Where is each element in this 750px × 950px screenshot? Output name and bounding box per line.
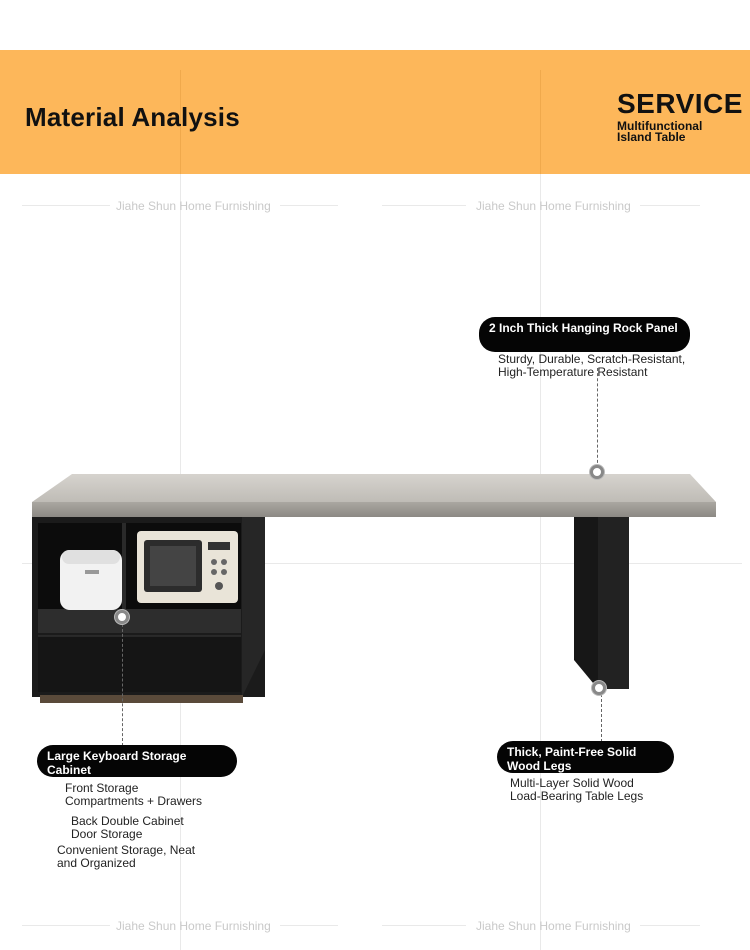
panel-note-line: Sturdy, Durable, Scratch-Resistant, [498, 352, 686, 366]
countertop [32, 474, 716, 502]
cabinet-note-line: Compartments + Drawers [65, 794, 203, 808]
countertop-edge [32, 502, 716, 517]
panel-label: 2 Inch Thick Hanging Rock Panel [479, 317, 690, 352]
panel-note [498, 353, 685, 379]
brand-subtitle-line: Multifunctional [617, 119, 703, 133]
leg-front-face [598, 517, 629, 689]
cabinet-note-line: Back Double Cabinet [71, 814, 184, 828]
panel-note-line: High-Temperature Resistant [498, 365, 648, 379]
connector-line [597, 368, 598, 468]
cabinet-note-front [65, 782, 202, 808]
legs-note-line: Load-Bearing Table Legs [510, 789, 644, 803]
hotspot-panel[interactable] [590, 465, 604, 479]
drawer [38, 636, 241, 692]
legs-note [510, 777, 643, 803]
cabinet-label: Large Keyboard Storage Cabinet [37, 745, 237, 777]
watermark: Jiahe Shun Home Furnishing [476, 919, 631, 933]
watermark: Jiahe Shun Home Furnishing [476, 199, 631, 213]
cabinet-base [40, 695, 243, 703]
page-title: Material Analysis [25, 102, 240, 132]
shelf-bottom [38, 609, 241, 633]
microwave-icon [137, 531, 238, 603]
cabinet-note-line: Door Storage [71, 827, 143, 841]
legs-note-line: Multi-Layer Solid Wood [510, 776, 634, 790]
legs-label: Thick, Paint-Free Solid Wood Legs [497, 741, 674, 773]
brand-subtitle-line: Island Table [617, 130, 686, 144]
hotspot-legs[interactable] [592, 681, 606, 695]
connector-line [122, 624, 123, 746]
rice-cooker-icon [60, 550, 122, 610]
cabinet-note-back [71, 815, 184, 841]
cabinet-note-organized [57, 844, 195, 870]
brand-word: SERVICE [617, 88, 743, 119]
hotspot-cabinet[interactable] [115, 610, 129, 624]
shelf-divider [122, 523, 126, 609]
cabinet-note-line: Front Storage [65, 781, 139, 795]
cabinet-note-line: and Organized [57, 856, 136, 870]
connector-line [601, 694, 602, 742]
watermark: Jiahe Shun Home Furnishing [116, 919, 271, 933]
watermark: Jiahe Shun Home Furnishing [116, 199, 271, 213]
cabinet-note-line: Convenient Storage, Neat [57, 843, 196, 857]
